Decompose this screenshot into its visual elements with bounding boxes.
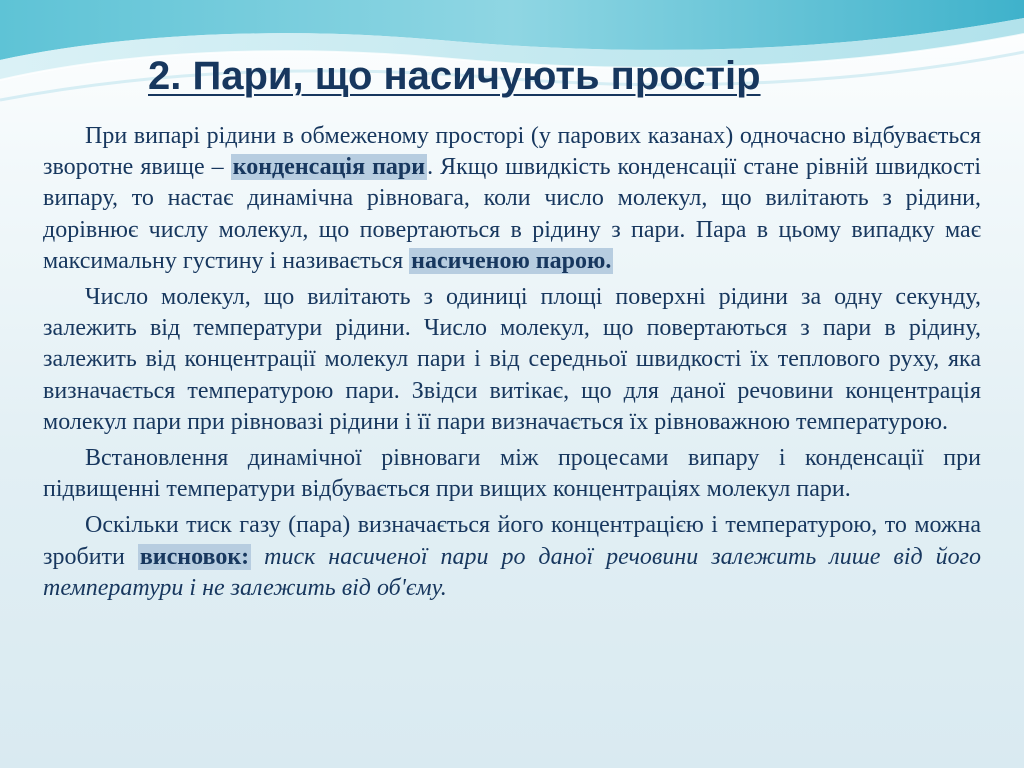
highlight-condensation: конденсація пари [232, 154, 426, 181]
paragraph-1-text-c: . Якщо швидкість конденсації стане рівній швидкості випару, то настає динамічна рівновага, коли число молекул, що вилітають з рідини, дорівнює числу молекул, що повертаються в рідину з пари. Пара в цьому випадку має максимальну густину і називається [43, 154, 981, 274]
slide-body [43, 121, 981, 609]
paragraph-1 [43, 121, 981, 277]
paragraph-1-text-a: При випарі рідини в обмеженому просторі (у парових казанах) одночасно відбувається зворотне явище – [43, 123, 981, 181]
paragraph-3: Встановлення динамічної рівноваги між процесами випару і конденсації при підвищенні температури відбувається при вищих концентраціях молекул пари. [43, 445, 981, 503]
highlight-saturated-vapor: насиченою парою. [411, 247, 612, 274]
slide-title: 2. Пари, що насичують простір [148, 54, 761, 98]
paragraph-4-conclusion-italic: тиск насиченої пари ро даної речовини залежить лише від його температури і не залежить від об'єму. [43, 543, 981, 601]
paragraph-4 [43, 510, 981, 604]
paragraph-2: Число молекул, що вилітають з одиниці площі поверхні рідини за одну секунду, залежить від температури рідини. Число молекул, що повертаються з пари в рідину, залежить від концентрації молекул пари і від середньої швидкості їх теплового руху, яка визначається температурою пари. Звідси витікає, що для даної речовини концентрація молекул пари при рівновазі рідини і її пари визначається їх рівноважною температурою. [43, 284, 981, 435]
highlight-conclusion: висновок: [139, 543, 250, 570]
paragraph-4-text-a: Оскільки тиск газу (пара) визначається його концентрацією і температурою, то можна зробити [43, 512, 981, 570]
